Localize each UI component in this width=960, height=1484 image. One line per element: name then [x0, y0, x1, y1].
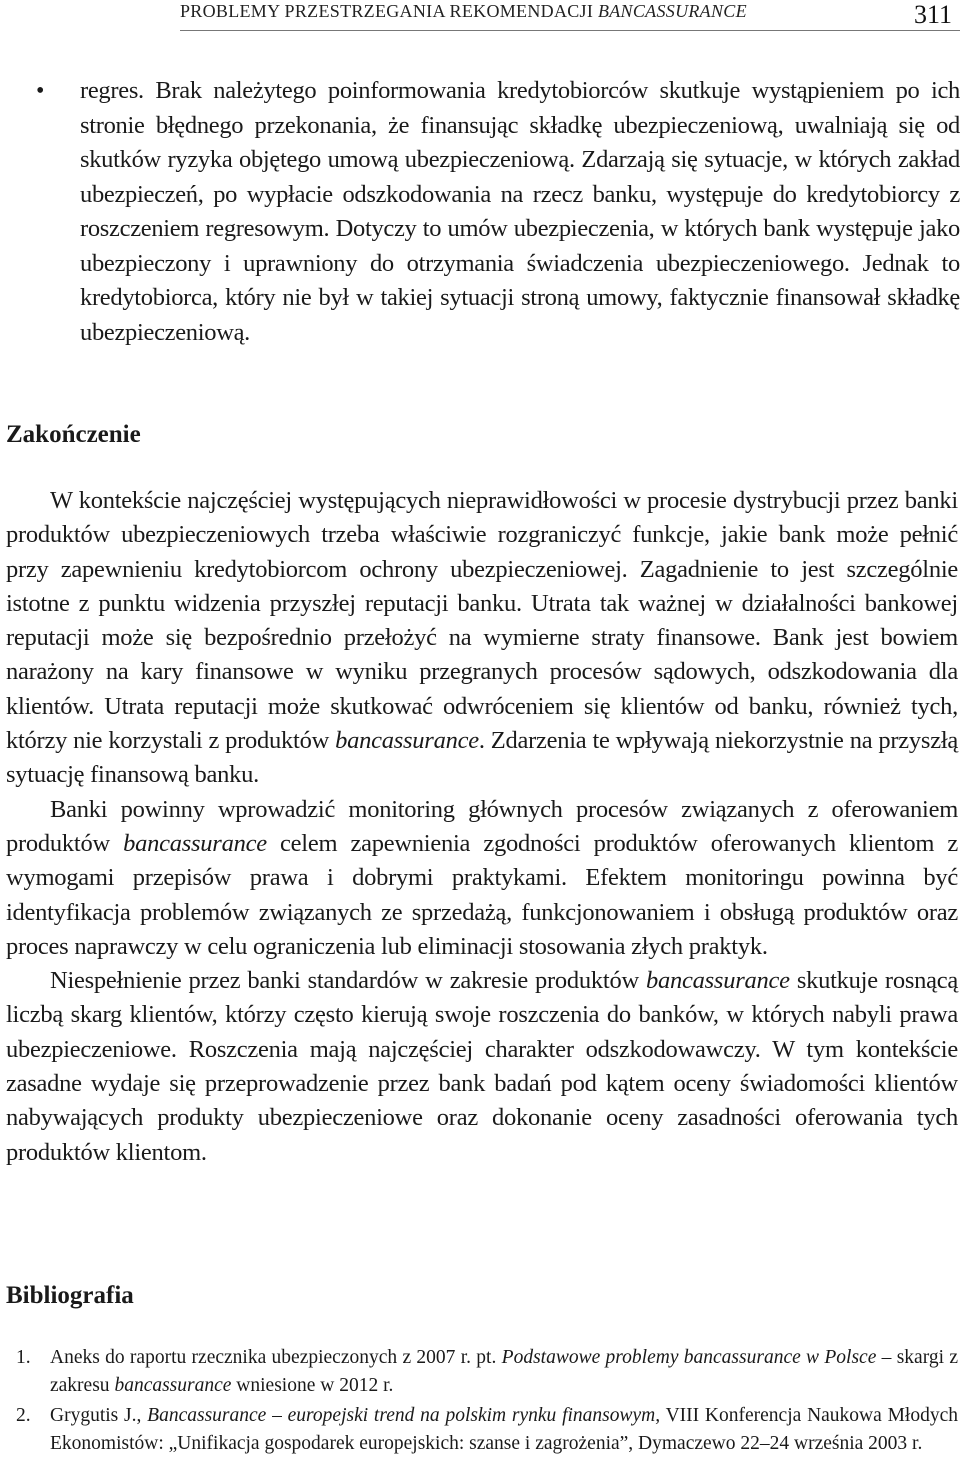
bibliography-item	[6, 1344, 958, 1400]
running-header	[180, 0, 960, 31]
paragraph-text: skutkuje rosnącą liczbą skarg klientów, którzy często kierują swoje roszczenia do banków, w których nabyli prawa ubezpieczeniowe. Roszczenia mają najczęściej charakter odszkodowawczy. W tym kontekście zasadne wydaje się przeprowadzenie przez bank badań pod kątem oceny świadomości klientów nabywających produkty ubezpieczeniowe oraz dokonanie oceny zasadności oferowania tych produktów klientom.	[6, 967, 958, 1166]
page-number: 311	[913, 0, 952, 29]
bibliography-text: VIII Konferencja Naukowa Młodych Ekonomistów: „Unifikacja gospodarek europejskich: szanse i zagrożenia”, Dymaczewo 22–24 września 2003 r.	[50, 1405, 958, 1454]
italic-term: bancassurance	[646, 967, 790, 995]
bibliography-title: Bancassurance – europejski trend na polskim rynku finansowym,	[147, 1405, 661, 1426]
paragraph	[6, 793, 958, 964]
running-title-text: PROBLEMY PRZESTRZEGANIA REKOMENDACJI	[180, 1, 598, 21]
bullet-marker: •	[36, 78, 45, 104]
running-title-italic: BANCASSURANCE	[597, 1, 747, 21]
section-heading-conclusion: Zakończenie	[6, 421, 141, 448]
paragraph	[6, 484, 958, 793]
conclusion-body	[6, 484, 958, 1170]
bibliography-text: Grygutis J.,	[50, 1405, 148, 1426]
section-heading-bibliography: Bibliografia	[6, 1282, 134, 1309]
bibliography-text: Aneks do raportu rzecznika ubezpieczonych z 2007 r. pt.	[50, 1347, 502, 1368]
bibliography-number: 1.	[16, 1347, 31, 1368]
bullet-text: regres. Brak należytego poinformowania kredytobiorców skutkuje wystąpieniem po ich stronie błędnego przekonania, że finansując składkę ubezpieczeniową, uwalniają się od skutków ryzyka objętego umową ubezpieczeniową. Zdarzają się sytuacje, w których zakład ubezpieczeń, po wypłacie odszkodowania na rzecz banku, występuje do kredytobiorcy z roszczeniem regresowym. Dotyczy to umów ubezpieczenia, w których bank występuje jako ubezpieczony i uprawniony do otrzymania świadczenia ubezpieczeniowego. Jednak to kredytobiorca, który nie był w takiej sytuacji stroną umowy, faktycznie finansował składkę ubezpieczeniową.	[80, 77, 960, 346]
paragraph-text: celem zapewnienia zgodności produktów oferowanych klientom z wymogami przepisów prawa i dobrymi praktykami. Efektem monitoringu powinna być identyfikacja problemów związanych ze sprzedażą, funkcjonowaniem i obsługą produktów oraz proces naprawczy w celu ograniczenia lub eliminacji stosowania złych praktyk.	[6, 829, 958, 960]
bibliography-item	[6, 1402, 958, 1458]
bibliography-text: wniesione w 2012 r.	[231, 1375, 394, 1396]
italic-term: bancassurance	[114, 1375, 232, 1396]
italic-term: bancassurance	[123, 829, 267, 857]
bibliography-number: 2.	[16, 1405, 31, 1426]
paragraph-text: W kontekście najczęściej występujących nieprawidłowości w procesie dystrybucji przez banki produktów ubezpieczeniowych trzeba właściwie rozgraniczyć funkcje, jakie bank może pełnić przy zapewnieniu kredytobiorcom ochrony ubezpieczeniowej. Zagadnienie to jest szczególnie istotne z punktu widzenia przyszłej reputacji banku. Utrata tak ważnej w działalności bankowej reputacji może się bezpośrednio przełożyć na wymierne straty finansowe. Bank jest bowiem narażony na kary finansowe w wyniku przegranych procesów sądowych, odszkodowania dla klientów. Utrata reputacji może skutkować odwróceniem się klientów od banku, również tych, którzy nie korzystali z produktów	[6, 487, 958, 755]
italic-term: bancassurance	[335, 727, 479, 755]
bullet-item	[10, 74, 960, 350]
paragraph-text: . Zdarzenia te wpływają niekorzystnie na przyszłą sytuację finansową banku.	[6, 727, 958, 789]
paragraph	[6, 964, 958, 1170]
paragraph-text: Banki powinny wprowadzić monitoring głównych procesów związanych z oferowaniem produktów	[6, 795, 958, 857]
paragraph-text: Niespełnienie przez banki standardów w zakresie produktów	[50, 967, 647, 995]
bibliography-text: – skargi z zakresu	[50, 1347, 958, 1396]
bibliography-title: Podstawowe problemy bancassurance w Polsce	[501, 1347, 877, 1368]
running-title	[180, 1, 747, 22]
bibliography-list	[6, 1344, 958, 1458]
